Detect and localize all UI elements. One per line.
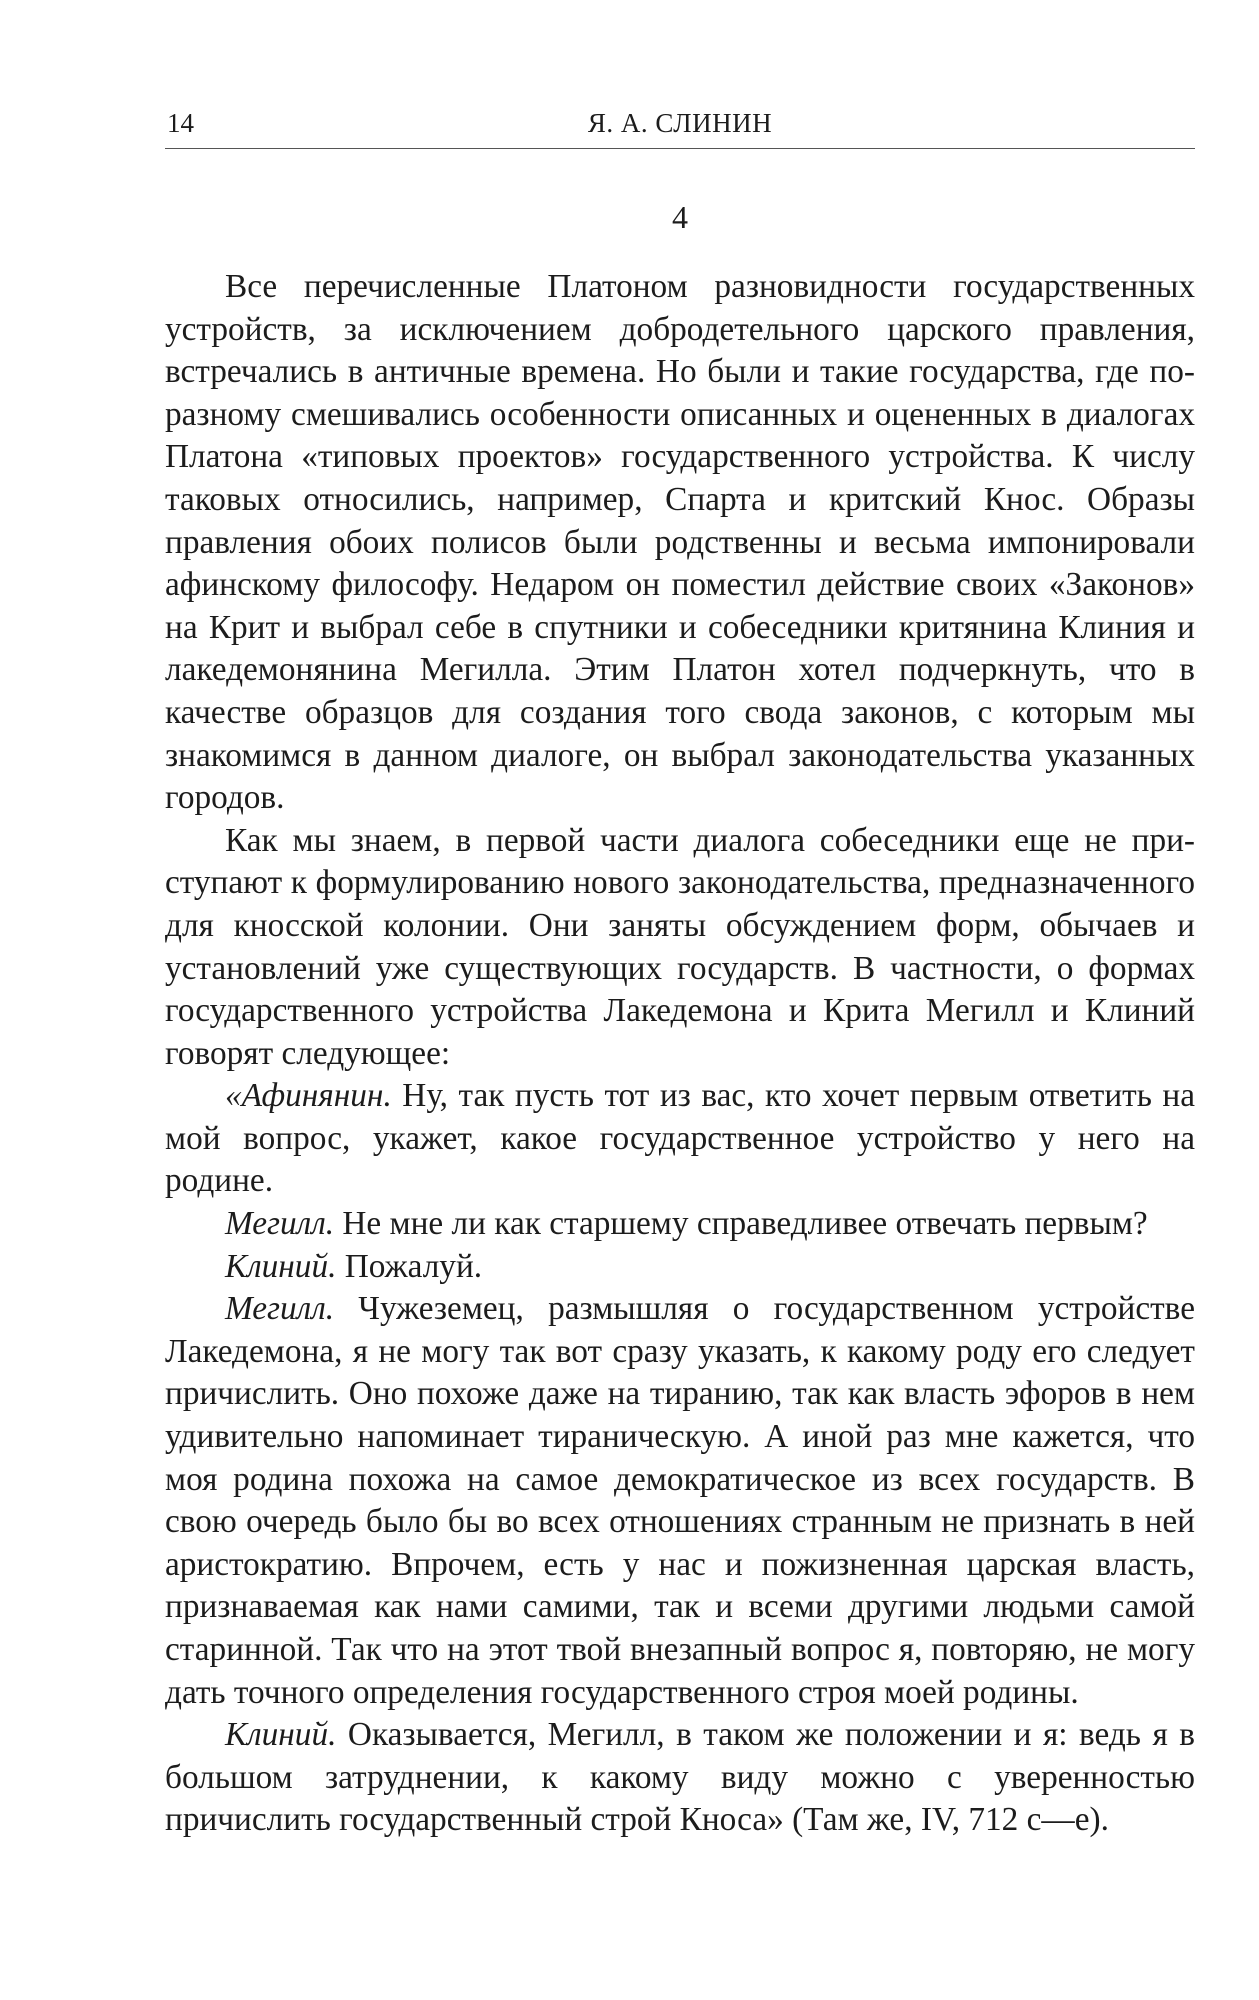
page-number: 14	[167, 108, 194, 138]
paragraph-text: Оказывается, Мегилл, в таком же положении и я: ведь я в большом затруднении, к какому виду можно с уверенностью причислить государственный строй Кноса» (Там же, IV, 712 с—е).	[165, 1716, 1195, 1839]
paragraph-text: Все перечисленные Платоном разновидности государственных устройств, за исключением добродетельного царского правления, встречались в античные времена. Но были и такие государства, где по-разному смешивались особенности описанных и оцененных в диалогах Платона «типовых проектов» государственного устройства. К числу таковых относились, например, Спарта и критский Кнос. Образы правления обоих полисов были родственны и весьма импонировали афинскому философу. Недаром он поместил действие своих «Законов» на Крит и выбрал себе в спутники и собеседники критянина Клиния и лакедемонянина Мегилла. Этим Платон хотел подчеркнуть, что в качестве образцов для создания того свода законов, с которым мы знакомимся в данном диалоге, он выбрал законодательства указанных городов.	[165, 268, 1195, 817]
speaker-label: Мегилл.	[225, 1205, 335, 1243]
speaker-label: Клиний.	[225, 1247, 337, 1285]
paragraph-text: Не мне ли как старшему справедливее отвечать первым?	[334, 1205, 1148, 1243]
section-number: 4	[672, 199, 688, 235]
paragraph-text: Как мы знаем, в первой части диалога собеседники еще не приступают к формулированию нового законодательства, предназначенного для кносской колонии. Они заняты обсуждением форм, обычаев и установлений уже существующих государств. В частности, о формах государственного устройства Лакедемона и Крита Мегилл и Клиний говорят следующее:	[165, 821, 1195, 1072]
dialogue-megillus	[165, 1203, 1195, 1246]
dialogue-athenian	[165, 1075, 1195, 1203]
paragraph-2	[165, 820, 1195, 1076]
speaker-label: Мегилл.	[225, 1290, 335, 1328]
dialogue-clinias-final	[165, 1714, 1195, 1842]
body-text	[165, 266, 1195, 1842]
paragraph-text: Пожалуй.	[336, 1247, 483, 1285]
running-header	[165, 108, 1195, 149]
book-page	[165, 108, 1195, 1842]
paragraph-text: Чужеземец, размышляя о государственном устройстве Лакедемона, я не могу так вот сразу указать, к какому роду его следует причислить. Оно похоже даже на тиранию, так как власть эфоров в нем удивительно напоминает тираническую. А иной раз мне кажется, что моя родина похожа на самое демократическое из всех государств. В свою очередь было бы во всех отношениях странным не признать в ней аристократию. Впрочем, есть у нас и пожизненная царская власть, признаваемая как нами самими, так и всеми другими людьми самой старинной. Так что на этот твой внезапный вопрос я, повторяю, не могу дать точного определения государственного строя моей родины.	[165, 1290, 1195, 1711]
dialogue-clinias	[165, 1246, 1195, 1289]
speaker-label: Клиний.	[225, 1716, 337, 1754]
paragraph-text: Ну, так пусть тот из вас, кто хочет первым ответить на мой вопрос, укажет, какое государственное устройство у него на родине.	[165, 1077, 1195, 1200]
running-title: Я. А. СЛИНИН	[587, 108, 773, 138]
speaker-label: «Афинянин.	[225, 1077, 392, 1115]
dialogue-megillus-long	[165, 1288, 1195, 1714]
paragraph-1	[165, 266, 1195, 820]
